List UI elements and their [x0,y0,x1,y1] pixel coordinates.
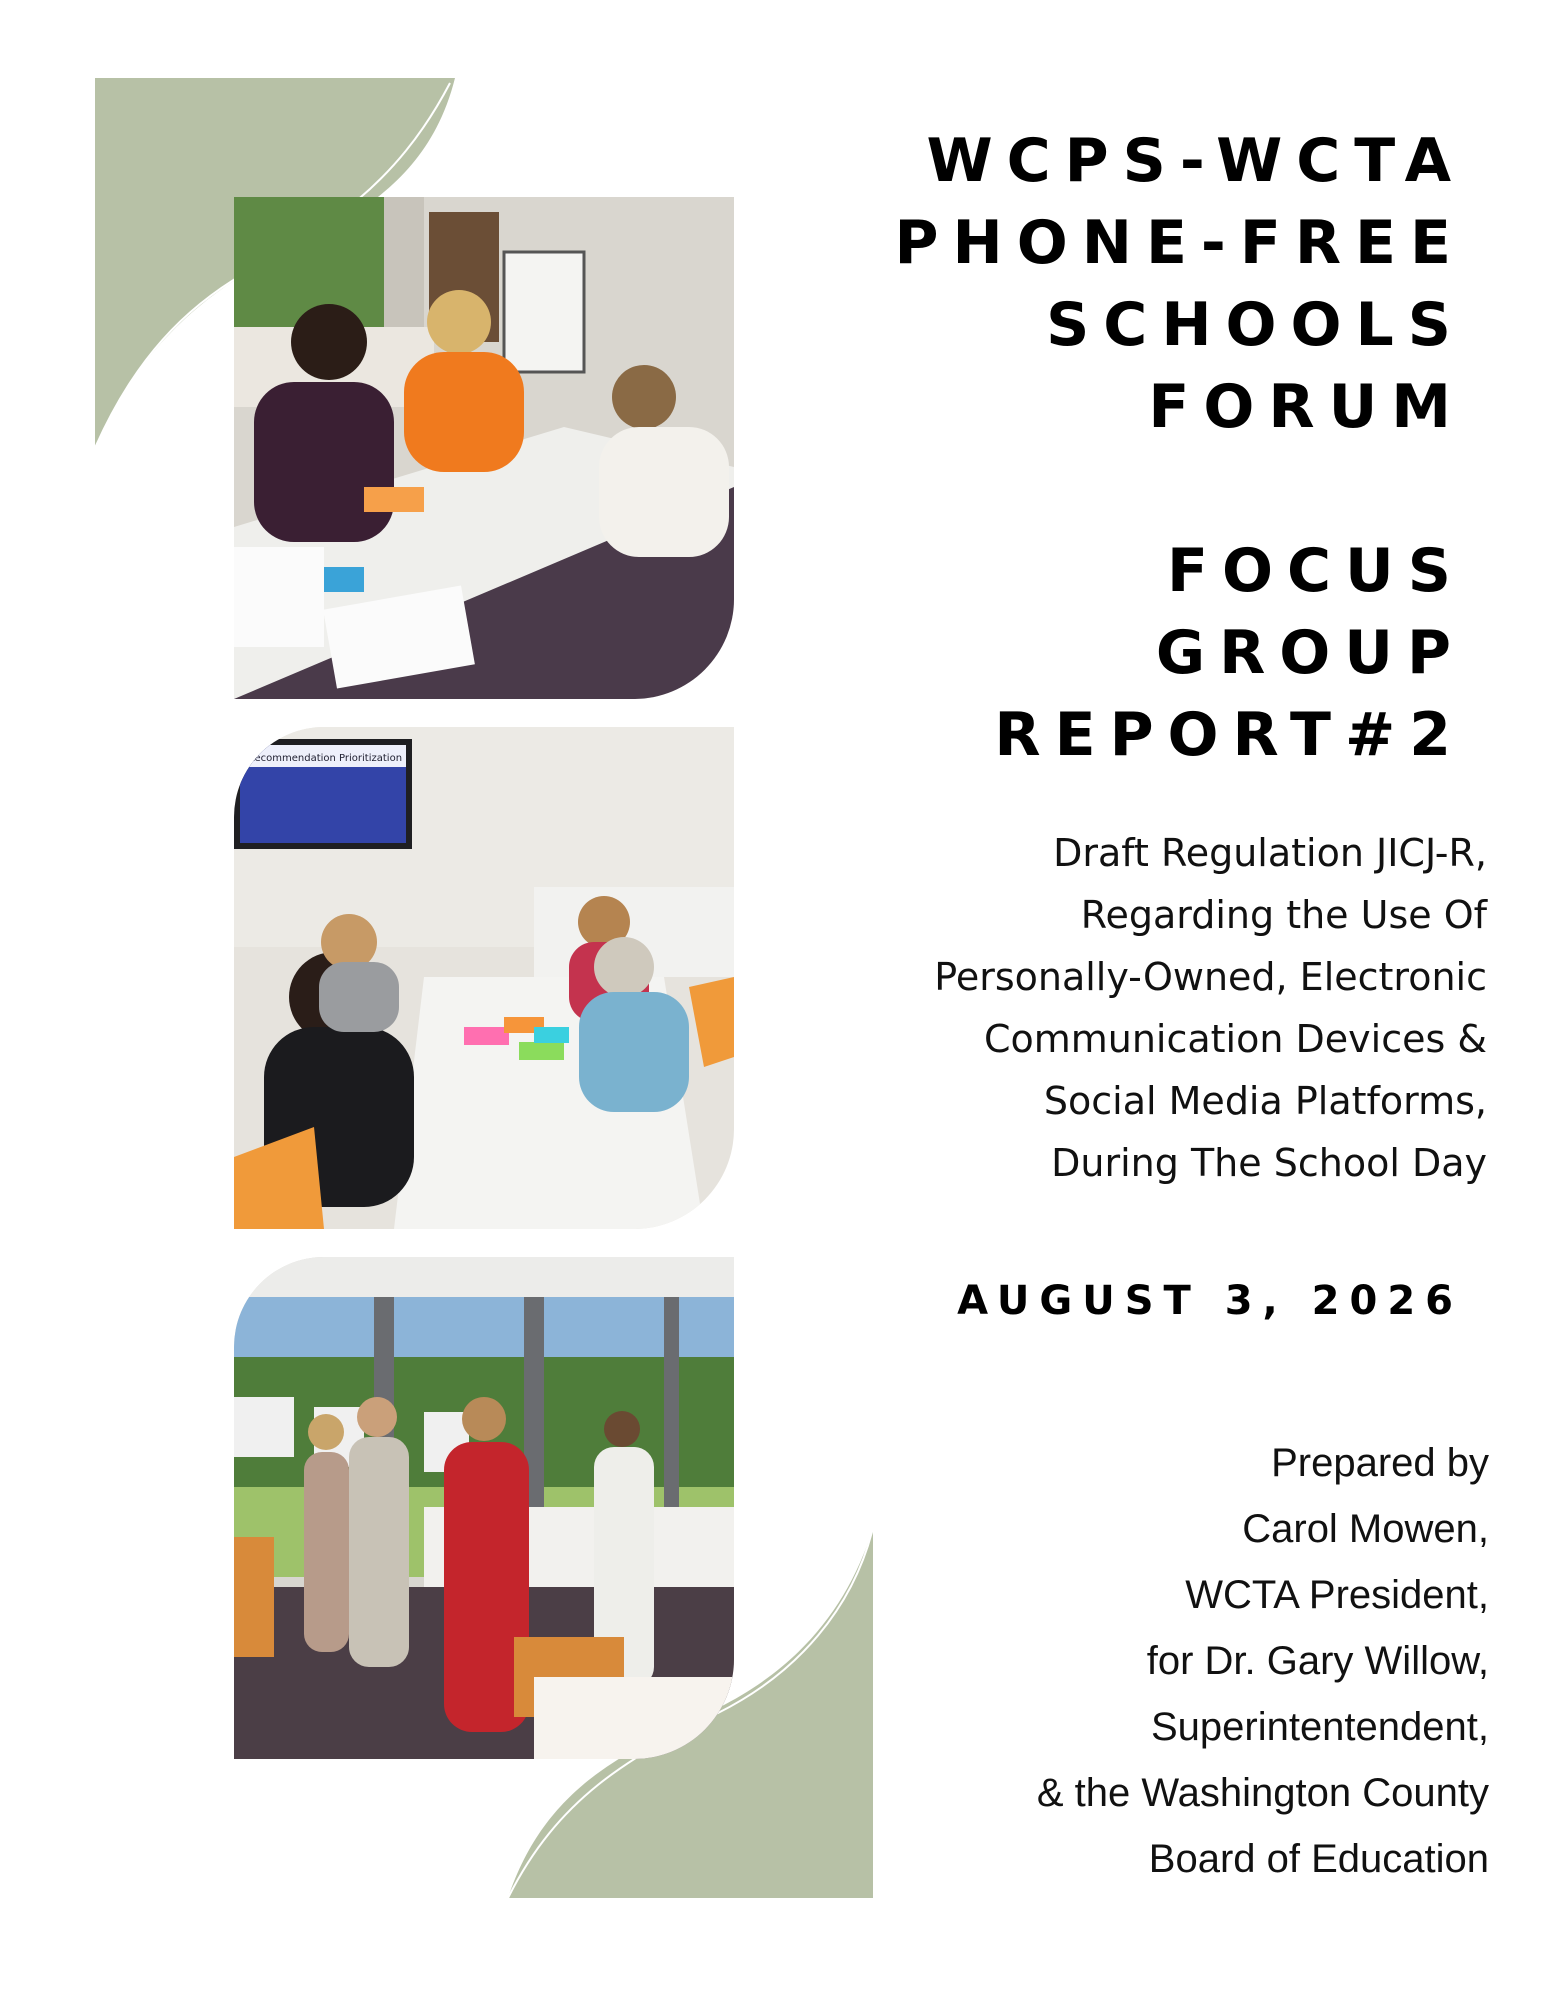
subtitle-line: Personally-Owned, Electronic [934,955,1487,999]
subtitle-line: Communication Devices & [983,1017,1487,1061]
prepared-line: Carol Mowen, [1242,1507,1489,1551]
title-line: FORUM [1148,372,1465,442]
subtitle-line: During The School Day [1051,1141,1487,1185]
photo-focus-group-windows [234,1257,734,1759]
report-title [845,120,1465,776]
photo-focus-group-screen [234,727,734,1229]
title-line: WCPS-WCTA [926,126,1465,196]
prepared-line: for Dr. Gary Willow, [1146,1639,1489,1683]
report-line: REPORT#2 [994,700,1465,770]
prepared-by [869,1430,1489,1892]
title-line: SCHOOLS [1046,290,1465,360]
subtitle-line: Draft Regulation JICJ-R, [1053,831,1487,875]
prepared-line: & the Washington County [1036,1771,1489,1815]
subtitle-line: Regarding the Use Of [1080,893,1487,937]
prepared-line: Superintentendent, [1150,1705,1489,1749]
report-line: GROUP [1155,618,1465,688]
report-date: AUGUST 3, 2026 [957,1278,1463,1324]
prepared-line: WCTA President, [1185,1573,1489,1617]
title-line: PHONE-FREE [894,208,1465,278]
report-line: FOCUS [1167,536,1465,606]
prepared-line: Board of Education [1148,1837,1489,1881]
prepared-line: Prepared by [1271,1441,1489,1485]
screen-title-text: Recommendation Prioritization [248,753,403,764]
subtitle-line: Social Media Platforms, [1043,1079,1487,1123]
report-subtitle [807,822,1487,1194]
photo-focus-group-table [234,197,734,699]
